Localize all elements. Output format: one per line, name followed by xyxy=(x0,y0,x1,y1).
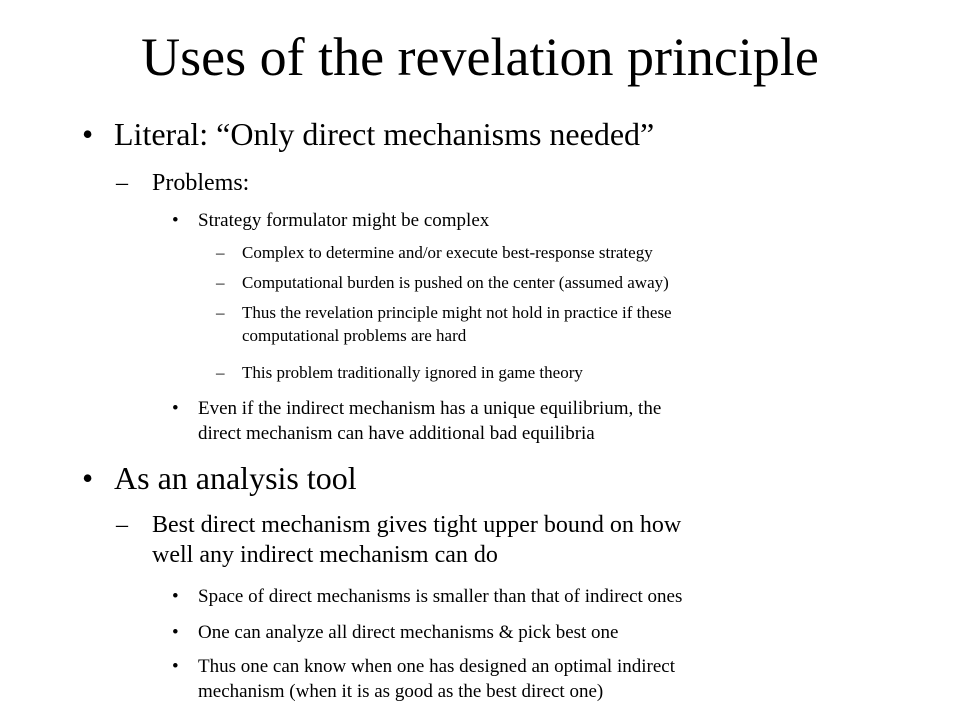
item-space-of-direct: Space of direct mechanisms is smaller than that of indirect ones xyxy=(198,586,683,607)
item-even-if-line1: Even if the indirect mechanism has a unique equilibrium, the xyxy=(198,398,662,419)
sub-best-direct-line2: well any indirect mechanism can do xyxy=(152,542,498,568)
dash-marker: – xyxy=(216,273,225,292)
bullet-marker: • xyxy=(82,116,94,152)
dash-marker: – xyxy=(116,170,128,196)
bullet-marker: • xyxy=(172,398,179,419)
bullet-marker: • xyxy=(82,460,94,496)
bullet-marker: • xyxy=(172,586,179,607)
slide-title: Uses of the revelation principle xyxy=(141,27,819,87)
item-thus-one-line2: mechanism (when it is as good as the best direct one) xyxy=(198,681,604,702)
bullet-marker: • xyxy=(172,656,179,677)
item-computational-burden: Computational burden is pushed on the center (assumed away) xyxy=(242,273,669,292)
dash-marker: – xyxy=(216,363,225,382)
item-traditionally-ignored: This problem traditionally ignored in game theory xyxy=(242,363,583,382)
sub-best-direct-line1: Best direct mechanism gives tight upper bound on how xyxy=(152,512,682,538)
bullet-marker: • xyxy=(172,622,179,643)
sub-problems: Problems: xyxy=(152,170,250,196)
dash-marker: – xyxy=(216,243,225,262)
item-analyze-all: One can analyze all direct mechanisms & pick best one xyxy=(198,622,619,643)
item-thus-revelation-line2: computational problems are hard xyxy=(242,326,467,345)
item-even-if-line2: direct mechanism can have additional bad equilibria xyxy=(198,423,595,444)
bullet-marker: • xyxy=(172,210,179,231)
item-thus-one-line1: Thus one can know when one has designed an optimal indirect xyxy=(198,656,675,677)
item-thus-revelation-line1: Thus the revelation principle might not hold in practice if these xyxy=(242,303,672,322)
item-complex-to-determine: Complex to determine and/or execute best-response strategy xyxy=(242,243,653,262)
item-strategy-formulator: Strategy formulator might be complex xyxy=(198,210,490,231)
bullet-literal: Literal: “Only direct mechanisms needed” xyxy=(114,116,655,152)
dash-marker: – xyxy=(216,303,225,322)
bullet-analysis-tool: As an analysis tool xyxy=(114,460,357,496)
dash-marker: – xyxy=(116,512,128,538)
